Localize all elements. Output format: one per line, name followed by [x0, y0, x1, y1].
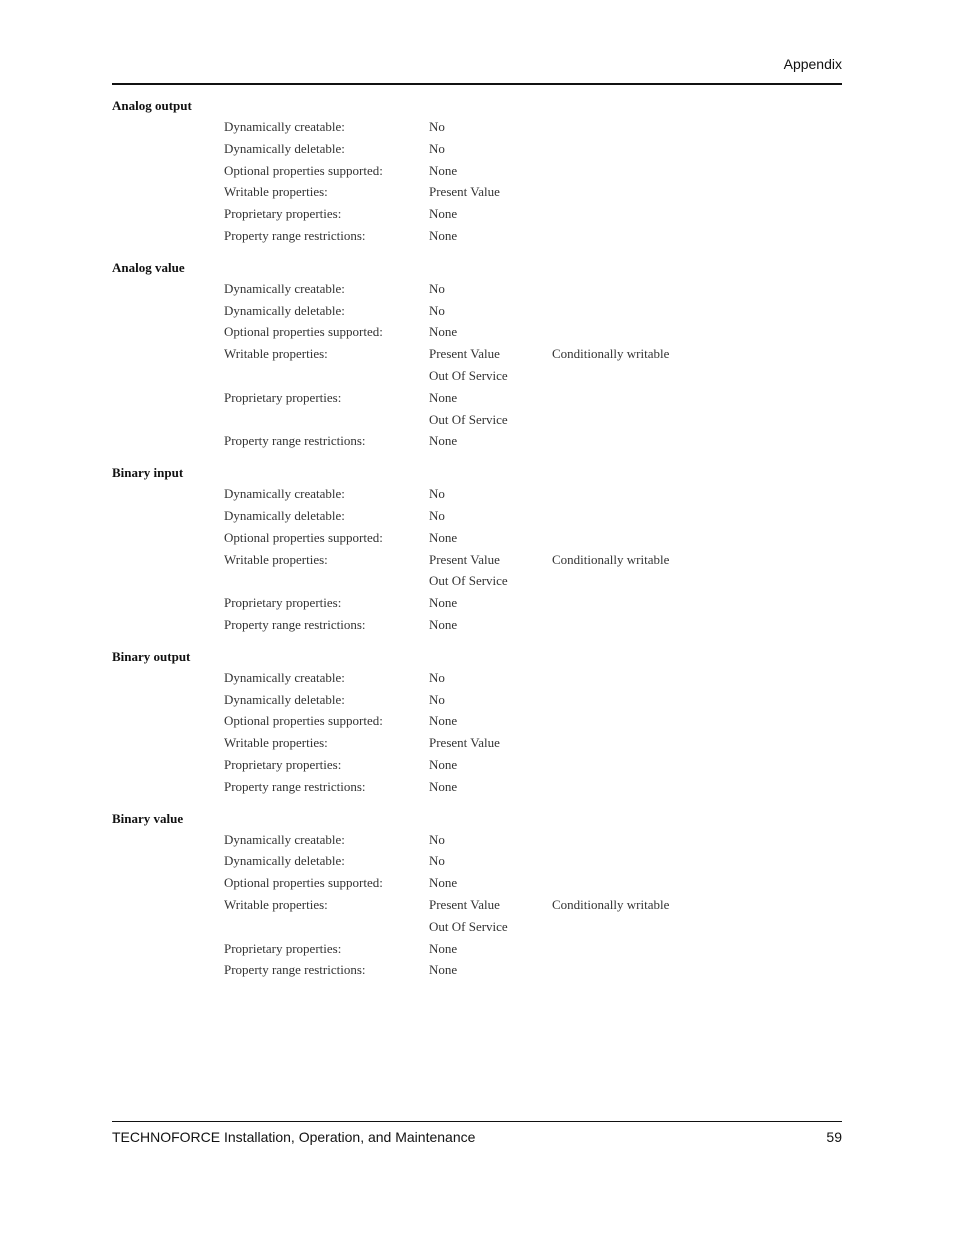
section-title: Analog value — [112, 259, 185, 275]
property-label: Property range restrictions: — [224, 778, 366, 794]
property-label — [224, 365, 429, 387]
property-row — [112, 667, 842, 689]
property-label: Dynamically deletable: — [224, 691, 345, 707]
property-list — [112, 278, 842, 452]
section-title: Analog output — [112, 98, 192, 113]
property-value: None — [429, 389, 458, 405]
property-label: Writable properties: — [224, 551, 328, 567]
property-value: No — [429, 280, 445, 296]
footer-doc-title: TECHNOFORCE Installation, Operation, and Maintenance — [112, 1129, 476, 1145]
property-row — [112, 430, 842, 452]
property-value: No — [429, 853, 445, 869]
property-row — [112, 483, 842, 505]
property-row — [112, 365, 842, 387]
property-row — [112, 689, 842, 711]
property-label: Proprietary properties: — [224, 595, 342, 611]
property-value: Out Of Service — [429, 918, 508, 934]
property-value: None — [429, 756, 458, 772]
property-row — [112, 116, 842, 138]
property-note: Conditionally writable — [552, 346, 670, 362]
property-label: Optional properties supported: — [224, 162, 383, 178]
section-title: Binary output — [112, 648, 191, 664]
property-row — [112, 829, 842, 851]
property-row — [112, 614, 842, 636]
property-row — [112, 570, 842, 592]
property-label: Writable properties: — [224, 735, 328, 751]
property-note: Conditionally writable — [552, 896, 670, 912]
property-value: No — [429, 507, 445, 523]
property-row — [112, 732, 842, 754]
property-value: Present Value — [429, 735, 500, 751]
property-value: No — [429, 669, 445, 685]
property-label: Proprietary properties: — [224, 389, 342, 405]
property-value: Out Of Service — [429, 367, 508, 383]
property-label — [224, 409, 429, 431]
property-label: Optional properties supported: — [224, 529, 383, 545]
property-label: Proprietary properties: — [224, 940, 342, 956]
property-label: Proprietary properties: — [224, 756, 342, 772]
property-label: Writable properties: — [224, 184, 328, 200]
property-label: Dynamically deletable: — [224, 140, 345, 156]
property-value: Present Value — [429, 346, 500, 362]
property-value: Present Value — [429, 184, 500, 200]
property-row — [112, 872, 842, 894]
property-row — [112, 409, 842, 431]
property-row — [112, 181, 842, 203]
property-value: None — [429, 940, 458, 956]
property-value: Out Of Service — [429, 573, 508, 589]
property-value: Out Of Service — [429, 411, 508, 427]
property-row — [112, 203, 842, 225]
property-label: Optional properties supported: — [224, 875, 383, 891]
property-value: No — [429, 119, 445, 134]
property-row — [112, 278, 842, 300]
property-value: None — [429, 529, 458, 545]
property-row — [112, 776, 842, 798]
property-row — [112, 300, 842, 322]
property-note: Conditionally writable — [552, 551, 670, 567]
property-label: Dynamically creatable: — [224, 831, 345, 847]
object-section-analog-output — [112, 95, 842, 247]
property-value: None — [429, 875, 458, 891]
property-label: Optional properties supported: — [224, 324, 383, 340]
property-row — [112, 938, 842, 960]
property-label: Dynamically deletable: — [224, 853, 345, 869]
property-label: Property range restrictions: — [224, 616, 366, 632]
property-value: None — [429, 433, 458, 449]
property-row — [112, 321, 842, 343]
page-number: 59 — [826, 1129, 842, 1145]
property-row — [112, 850, 842, 872]
property-row — [112, 959, 842, 981]
property-label: Property range restrictions: — [224, 962, 366, 978]
property-row — [112, 527, 842, 549]
property-row — [112, 710, 842, 732]
property-label — [224, 916, 429, 938]
property-label: Dynamically creatable: — [224, 280, 345, 296]
property-label: Property range restrictions: — [224, 433, 366, 449]
property-value: None — [429, 206, 458, 222]
property-label: Dynamically creatable: — [224, 119, 345, 134]
property-list — [112, 483, 842, 636]
property-label — [224, 570, 429, 592]
object-section-analog-value — [112, 257, 842, 452]
property-value: None — [429, 778, 458, 794]
property-row — [112, 754, 842, 776]
property-label: Dynamically deletable: — [224, 507, 345, 523]
document-body — [112, 95, 842, 991]
property-row — [112, 225, 842, 247]
property-value: No — [429, 486, 445, 502]
property-value: None — [429, 616, 458, 632]
property-row — [112, 160, 842, 182]
property-value: Present Value — [429, 896, 500, 912]
property-value: No — [429, 302, 445, 318]
object-section-binary-output — [112, 646, 842, 798]
property-value: None — [429, 162, 458, 178]
property-value: None — [429, 324, 458, 340]
property-list — [112, 829, 842, 982]
property-label: Dynamically creatable: — [224, 486, 345, 502]
header-rule — [112, 83, 842, 85]
property-value: No — [429, 831, 445, 847]
property-row — [112, 916, 842, 938]
section-title: Binary input — [112, 465, 184, 481]
property-value: None — [429, 962, 458, 978]
property-row — [112, 387, 842, 409]
property-label: Writable properties: — [224, 346, 328, 362]
property-label: Property range restrictions: — [224, 227, 366, 243]
property-value: No — [429, 691, 445, 707]
property-value: No — [429, 140, 445, 156]
property-row — [112, 592, 842, 614]
property-label: Writable properties: — [224, 896, 328, 912]
property-row — [112, 894, 842, 916]
object-section-binary-value — [112, 808, 842, 982]
property-list — [112, 667, 842, 798]
property-row — [112, 343, 842, 365]
property-label: Dynamically creatable: — [224, 669, 345, 685]
object-section-binary-input — [112, 462, 842, 636]
property-label: Dynamically deletable: — [224, 302, 345, 318]
property-list — [112, 116, 842, 247]
property-row — [112, 505, 842, 527]
property-label: Optional properties supported: — [224, 713, 383, 729]
property-row — [112, 138, 842, 160]
property-value: None — [429, 595, 458, 611]
page-header-title: Appendix — [783, 56, 842, 72]
section-title: Binary value — [112, 810, 184, 826]
footer-rule — [112, 1121, 842, 1122]
property-row — [112, 549, 842, 571]
property-value: None — [429, 713, 458, 729]
property-value: Present Value — [429, 551, 500, 567]
property-value: None — [429, 227, 458, 243]
property-label: Proprietary properties: — [224, 206, 342, 222]
